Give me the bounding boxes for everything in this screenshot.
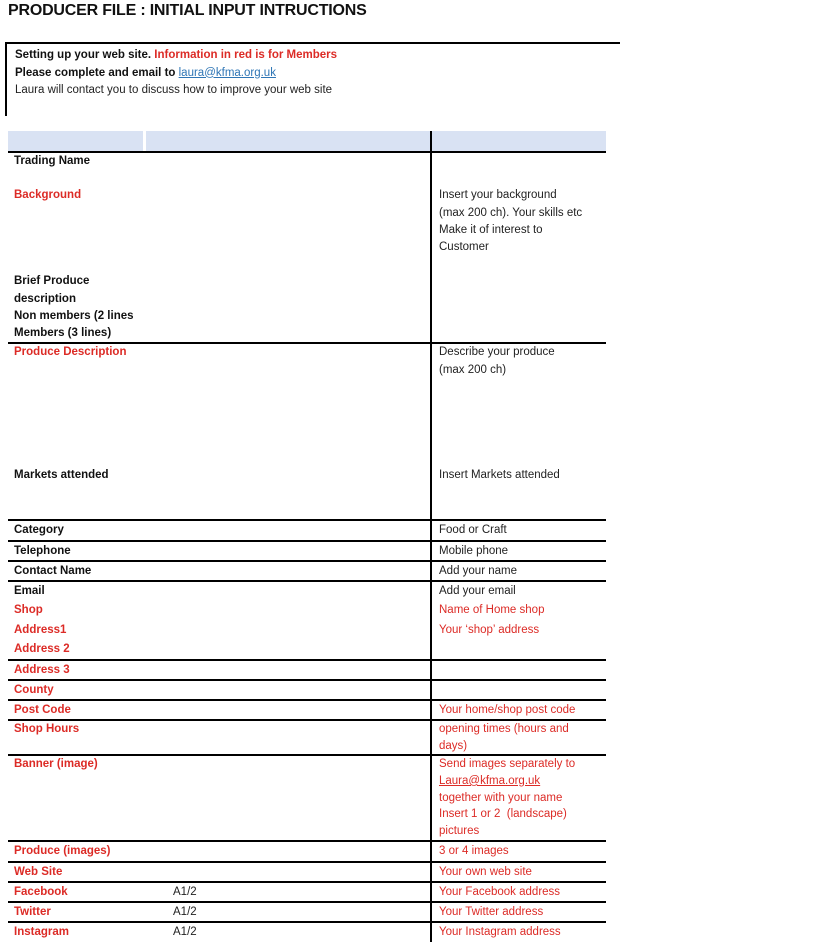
row-label-cell [8,842,430,861]
row-instruction-cell [430,153,606,342]
row-instruction-text: Insert Markets attended [439,468,560,481]
spacer [439,414,606,432]
table-row [8,756,606,842]
row-label-cell [8,521,430,540]
spacer [439,640,606,659]
row-label-text: Banner (image) [14,758,98,770]
spacer [439,379,606,397]
email-link-red[interactable]: Laura@kfma.org.uk [439,774,541,787]
row-label-text: Post Code [14,704,71,716]
table-row [8,542,606,562]
row-instruction-cell [430,562,606,580]
table-row [8,521,606,542]
row-instruction-text: Name of Home shop [439,604,545,617]
row-instruction-cell [430,721,606,754]
row-instruction-cell [430,863,606,881]
intro-line-3 [15,82,620,100]
row-label-text: Background [14,189,82,202]
row-instruction-text: 3 or 4 images [439,845,509,857]
row-instruction-cell [430,701,606,719]
row-label-text: Shop [14,604,43,617]
spacer [14,239,430,256]
row-instruction-cell [430,344,606,519]
row-instruction-text: pictures [439,825,480,838]
grid-ref: A1/2 [173,926,197,938]
row-label-text: description [14,292,76,305]
row-instruction-cell [430,842,606,861]
spacer [14,222,430,239]
row-instruction-cell [430,883,606,901]
header-cell-right [146,131,606,151]
email-link[interactable]: laura@kfma.org.uk [178,66,276,79]
row-label-text: Facebook [14,886,68,898]
row-label-text: Email [14,585,45,597]
row-label-cell [8,701,430,719]
row-instruction-text: Your Instagram address [439,926,561,938]
table-row [8,681,606,701]
spacer [439,661,606,679]
row-label-text: Contact Name [14,565,92,577]
row-label-cell [8,756,430,840]
intro-line-2 [15,65,620,83]
row-instruction-text: Your Twitter address [439,906,544,918]
row-label-text: Instagram [14,926,69,938]
row-label-text: Twitter [14,906,51,918]
row-instruction-cell [430,756,606,840]
spacer [439,397,606,415]
intro-line-1 [15,47,620,65]
row-label-cell [8,542,430,560]
table-row [8,582,606,661]
spacer [14,449,430,467]
row-label-cell [8,903,430,921]
row-label-text: Address 2 [14,642,70,655]
row-label-text: Produce Description [14,346,127,358]
spacer [14,362,430,380]
table-row [8,344,606,521]
row-instruction-text: Describe your produce [439,346,555,358]
column-divider [430,131,432,942]
spacer [14,379,430,397]
row-label-cell [8,721,430,754]
row-instruction-text: Insert 1 or 2 (landscape) [439,808,567,821]
row-label-text: Telephone [14,545,71,557]
row-instruction-text: (max 200 ch). Your skills etc [439,206,583,219]
row-instruction-text: (max 200 ch) [439,363,507,376]
table-row [8,153,606,344]
row-instruction-text: Your ‘shop’ address [439,623,540,636]
intro-line1-red: Information in red is for Members [154,49,338,61]
producer-table [8,131,606,942]
row-instruction-text: Customer [439,241,489,254]
table-row [8,701,606,721]
row-label-text: Markets attended [14,468,109,481]
row-instruction-text: Add your email [439,585,516,597]
row-label-text: Trading Name [14,155,91,167]
spacer [439,432,606,450]
row-instruction-text: Add your name [439,565,517,577]
header-cell-left [8,131,143,151]
table-row [8,661,606,681]
row-instruction-text: Send images separately to [439,758,576,770]
row-instruction-cell [430,923,606,942]
grid-ref: A1/2 [173,886,197,898]
row-label-cell [8,681,430,699]
row-instruction-cell [430,582,606,659]
row-instruction-text: Food or Craft [439,524,507,536]
row-label-cell [8,562,430,580]
row-label-text: Non members (2 lines [14,309,134,322]
row-label-text: Brief Produce [14,275,90,288]
row-label-cell [8,153,430,342]
intro-line3-text: Laura will contact you to discuss how to improve your web site [15,84,333,96]
spacer [439,170,606,187]
row-instruction-cell [430,661,606,679]
row-instruction-text: Make it of interest to [439,223,543,236]
table-row [8,923,606,942]
table-row [8,863,606,883]
table-row [8,562,606,582]
spacer [439,449,606,467]
row-instruction-text: Mobile phone [439,545,509,557]
row-instruction-cell [430,903,606,921]
row-label-text: Address 3 [14,664,70,676]
spacer [14,205,430,222]
intro-box [5,42,620,116]
spacer [439,153,606,170]
row-instruction-cell [430,681,606,699]
row-label-text: Members (3 lines) [14,327,112,340]
table-rows [8,153,606,942]
row-instruction-text: Your own web site [439,866,532,878]
row-label-text: Shop Hours [14,723,80,735]
row-label-text: Address1 [14,623,67,636]
spacer [14,170,430,187]
table-header-band [8,131,606,153]
row-instruction-text: Your Facebook address [439,886,561,898]
row-instruction-text: opening times (hours and [439,723,569,735]
row-instruction-text: Your home/shop post code [439,704,576,716]
row-instruction-cell [430,542,606,560]
table-row [8,903,606,923]
row-label-text: Category [14,524,64,536]
intro-line2-black: Please complete and email to [15,66,179,79]
row-label-cell [8,863,430,881]
row-label-text: Produce (images) [14,845,111,857]
grid-ref: A1/2 [173,906,197,918]
row-instruction-text: together with your name [439,791,563,804]
row-instruction-text: days) [439,739,468,752]
table-row [8,842,606,863]
spacer [439,681,606,699]
intro-line1-black: Setting up your web site. [15,49,155,61]
spacer [14,256,430,273]
row-label-text: County [14,684,54,696]
spacer [14,432,430,450]
spacer [14,414,430,432]
row-instruction-cell [430,521,606,540]
row-label-cell [8,923,430,942]
row-label-cell [8,344,430,519]
row-label-cell [8,582,430,659]
page-title: PRODUCER FILE : INITIAL INPUT INTRUCTIONS [8,2,367,19]
spacer [14,397,430,415]
row-label-text: Web Site [14,866,63,878]
table-row [8,883,606,903]
row-label-cell [8,883,430,901]
row-instruction-text: Insert your background [439,189,557,202]
table-row [8,721,606,756]
row-label-cell [8,661,430,679]
